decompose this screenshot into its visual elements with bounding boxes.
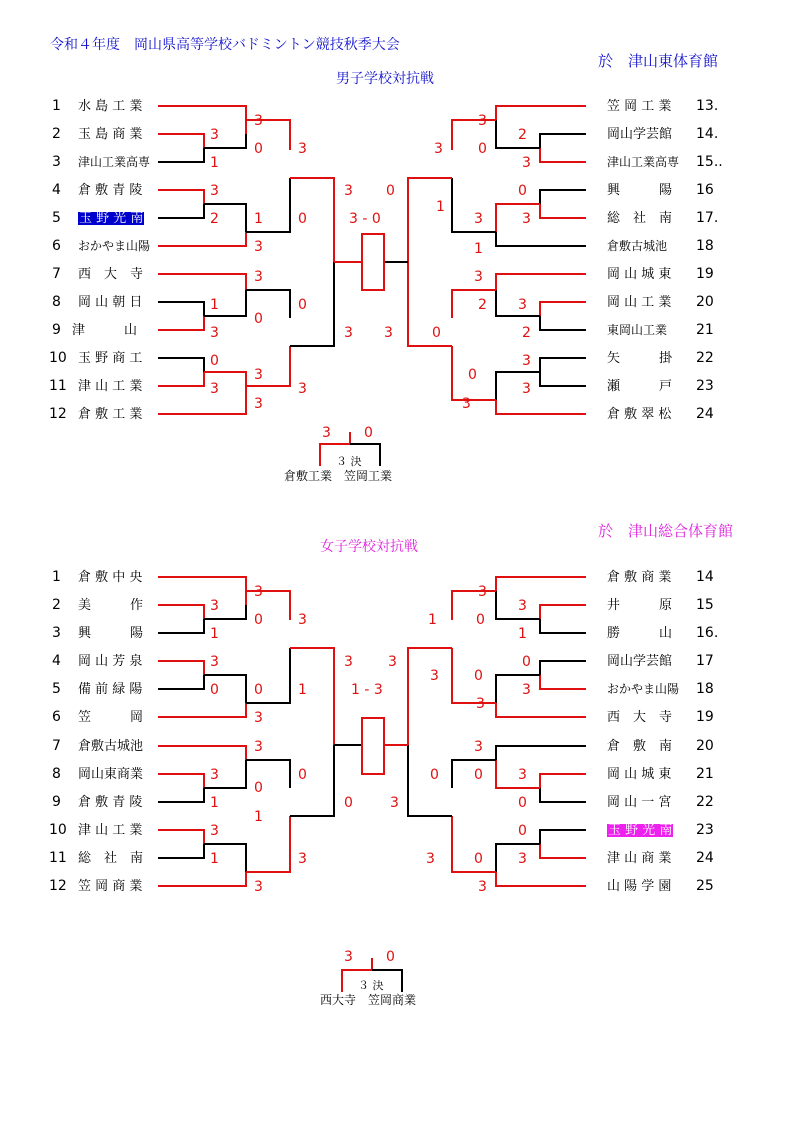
boys-left-num: 12 — [49, 406, 67, 422]
girls-third-label: ３ 決 — [358, 979, 384, 992]
boys-left-num: 7 — [52, 266, 61, 282]
score: 0 — [210, 353, 219, 369]
girls-left-num: 10 — [49, 822, 67, 838]
score: 0 — [254, 780, 263, 796]
boys-right-team: 東岡山工業 — [607, 323, 668, 337]
score: 0 — [522, 654, 531, 670]
boys-third-label: ３ 決 — [336, 455, 362, 468]
score: 0 — [518, 823, 527, 839]
boys-right-num: 18 — [696, 238, 714, 254]
boys-left-num: 2 — [52, 126, 61, 142]
girls-final-score: 1 - 3 — [351, 682, 383, 698]
boys-right-num: 20 — [696, 294, 714, 310]
girls-right-num: 24 — [696, 850, 714, 866]
score: 1 — [210, 795, 219, 811]
score: 0 — [254, 682, 263, 698]
boys-third-score-right: 0 — [364, 425, 373, 441]
girls-right-num: 14 — [696, 569, 714, 585]
score: 3 — [254, 396, 263, 412]
girls-right-num: 18 — [696, 681, 714, 697]
girls-left-team: 笠 岡 商 業 — [78, 879, 143, 894]
boys-left-team: 玉 野 商 工 — [78, 351, 143, 366]
girls-left-num: 9 — [52, 794, 61, 810]
score: 3 — [478, 584, 487, 600]
score: 1 — [428, 612, 437, 628]
score: 3 — [254, 113, 263, 129]
boys-event-title: 男子学校対抗戦 — [336, 71, 434, 87]
score: 3 — [254, 239, 263, 255]
girls-left-num: 6 — [52, 709, 61, 725]
boys-right-num: 23 — [696, 378, 714, 394]
score: 3 — [522, 682, 531, 698]
score: 2 — [210, 211, 219, 227]
boys-right-team: 倉敷古城池 — [607, 239, 668, 253]
score: 1 — [518, 626, 527, 642]
score: 3 — [390, 795, 399, 811]
girls-right-num: 21 — [696, 766, 714, 782]
score: 0 — [478, 141, 487, 157]
boys-left-num: 8 — [52, 294, 61, 310]
score: 1 — [210, 297, 219, 313]
girls-right-team: 津 山 商 業 — [607, 851, 672, 866]
boys-left-team: 水 島 工 業 — [78, 99, 143, 114]
boys-left-num: 11 — [49, 378, 67, 394]
boys-right-team: 笠 岡 工 業 — [607, 99, 672, 114]
score: 2 — [522, 325, 531, 341]
boys-right-num: 13. — [696, 98, 719, 114]
boys-right-team: 岡 山 工 業 — [607, 295, 672, 310]
girls-left-num: 1 — [52, 569, 61, 585]
score: 2 — [518, 127, 527, 143]
score: 3 — [210, 127, 219, 143]
score: 0 — [476, 612, 485, 628]
score: 3 — [254, 739, 263, 755]
girls-right-num: 19 — [696, 709, 714, 725]
score: 3 — [384, 325, 393, 341]
score: 1 — [210, 626, 219, 642]
score: 0 — [468, 367, 477, 383]
girls-left-team: 笠 岡 — [78, 710, 144, 725]
girls-right-team: 勝 山 — [607, 626, 673, 641]
girls-left-team: 総 社 南 — [78, 851, 144, 866]
girls-right-num: 25 — [696, 878, 714, 894]
boys-left-num: 1 — [52, 98, 61, 114]
girls-left-num: 4 — [52, 653, 61, 669]
girls-right-team: 岡 山 城 東 — [607, 767, 672, 782]
girls-right-num: 22 — [696, 794, 714, 810]
boys-right-num: 24 — [696, 406, 714, 422]
boys-right-num: 14. — [696, 126, 719, 142]
girls-third-teams: 西大寺 笠岡商業 — [320, 993, 417, 1007]
girls-right-team: 岡山学芸館 — [607, 654, 673, 669]
score: 3 — [518, 851, 527, 867]
boys-right-team: 津山工業高専 — [607, 155, 680, 169]
girls-right-team: 井 原 — [607, 598, 673, 613]
score: 0 — [254, 612, 263, 628]
girls-right-num: 17 — [696, 653, 714, 669]
girls-third-score-left: 3 — [344, 949, 353, 965]
score: 3 — [298, 141, 307, 157]
girls-right-team: 岡 山 一 宮 — [607, 795, 672, 810]
boys-left-team: 玉 島 商 業 — [78, 127, 143, 142]
score: 3 — [518, 598, 527, 614]
score: 0 — [386, 183, 395, 199]
score: 1 — [254, 809, 263, 825]
score: 0 — [474, 851, 483, 867]
boys-left-num: 6 — [52, 238, 61, 254]
score: 1 — [210, 155, 219, 171]
score: 0 — [254, 141, 263, 157]
score: 3 — [522, 353, 531, 369]
score: 1 — [254, 211, 263, 227]
girls-right-num: 15 — [696, 597, 714, 613]
score: 3 — [388, 654, 397, 670]
boys-left-num: 5 — [52, 210, 61, 226]
score: 3 — [474, 211, 483, 227]
girls-left-team: 倉 敷 中 央 — [78, 570, 143, 585]
score: 1 — [298, 682, 307, 698]
girls-left-num: 2 — [52, 597, 61, 613]
score: 3 — [478, 879, 487, 895]
score: 2 — [478, 297, 487, 313]
girls-venue: 於 津山総合体育館 — [598, 522, 734, 540]
girls-right-team: おかやま山陽 — [607, 682, 680, 696]
score: 3 — [430, 668, 439, 684]
girls-right-num: 16. — [696, 625, 719, 641]
girls-left-team: 備 前 緑 陽 — [78, 682, 143, 697]
tournament-title: 令和４年度 岡山県高等学校バドミントン競技秋季大会 — [50, 37, 400, 53]
boys-left-num: 10 — [49, 350, 67, 366]
score: 3 — [254, 367, 263, 383]
boys-left-num: 4 — [52, 182, 61, 198]
score: 3 — [210, 654, 219, 670]
girls-left-team: 津 山 工 業 — [78, 823, 143, 838]
score: 3 — [434, 141, 443, 157]
score: 3 — [298, 612, 307, 628]
score: 0 — [254, 311, 263, 327]
girls-left-num: 12 — [49, 878, 67, 894]
girls-left-team: 美 作 — [78, 598, 144, 613]
boys-right-team: 岡山学芸館 — [607, 127, 673, 142]
score: 3 — [298, 851, 307, 867]
score: 0 — [210, 682, 219, 698]
girls-right-team-highlighted: 玉 野 光 南 — [608, 823, 673, 838]
boys-right-team: 瀬 戸 — [607, 379, 673, 394]
score: 0 — [298, 211, 307, 227]
score: 3 — [254, 879, 263, 895]
girls-left-num: 8 — [52, 766, 61, 782]
boys-right-num: 21 — [696, 322, 714, 338]
girls-left-num: 5 — [52, 681, 61, 697]
boys-left-team: 倉 敷 青 陵 — [78, 183, 143, 198]
boys-right-team: 矢 掛 — [607, 351, 673, 366]
score: 3 — [462, 396, 471, 412]
girls-left-team: 倉敷古城池 — [78, 739, 144, 754]
score: 3 — [210, 823, 219, 839]
boys-right-num: 16 — [696, 182, 714, 198]
score: 0 — [432, 325, 441, 341]
score: 3 — [254, 584, 263, 600]
boys-left-num: 9 — [52, 322, 61, 338]
score: 0 — [298, 767, 307, 783]
girls-right-team: 山 陽 学 園 — [607, 879, 672, 894]
score: 3 — [254, 710, 263, 726]
boys-right-team: 倉 敷 翠 松 — [607, 407, 672, 422]
score: 3 — [210, 598, 219, 614]
score: 3 — [210, 767, 219, 783]
score: 3 — [522, 381, 531, 397]
score: 3 — [210, 183, 219, 199]
boys-right-num: 22 — [696, 350, 714, 366]
boys-venue: 於 津山東体育館 — [598, 52, 719, 70]
boys-right-num: 15.. — [696, 154, 723, 170]
score: 3 — [254, 269, 263, 285]
score: 3 — [474, 269, 483, 285]
boys-left-team: 津 山 工 業 — [78, 379, 143, 394]
girls-right-team: 倉 敷 商 業 — [607, 570, 672, 585]
girls-right-num: 23 — [696, 822, 714, 838]
score: 3 — [426, 851, 435, 867]
girls-right-num: 20 — [696, 738, 714, 754]
boys-left-num: 3 — [52, 154, 61, 170]
score: 0 — [518, 795, 527, 811]
boys-right-team: 岡 山 城 東 — [607, 267, 672, 282]
boys-left-team: おかやま山陽 — [78, 239, 151, 253]
boys-right-team: 総 社 南 — [607, 211, 673, 226]
score: 3 — [476, 696, 485, 712]
boys-left-team: 西 大 寺 — [78, 267, 144, 282]
girls-left-num: 3 — [52, 625, 61, 641]
score: 3 — [478, 113, 487, 129]
score: 1 — [474, 241, 483, 257]
boys-right-num: 19 — [696, 266, 714, 282]
score: 3 — [210, 325, 219, 341]
score: 1 — [436, 199, 445, 215]
boys-right-num: 17. — [696, 210, 719, 226]
girls-left-team: 岡 山 芳 泉 — [78, 654, 143, 669]
girls-right-team: 西 大 寺 — [607, 710, 673, 725]
score: 0 — [430, 767, 439, 783]
score: 3 — [344, 325, 353, 341]
boys-left-team: 津山工業高専 — [78, 155, 151, 169]
score: 3 — [298, 381, 307, 397]
boys-left-team: 倉 敷 工 業 — [78, 407, 143, 422]
score: 3 — [344, 654, 353, 670]
score: 3 — [518, 297, 527, 313]
score: 3 — [344, 183, 353, 199]
score: 3 — [522, 211, 531, 227]
score: 0 — [344, 795, 353, 811]
girls-left-num: 11 — [49, 850, 67, 866]
girls-left-num: 7 — [52, 738, 61, 754]
score: 0 — [474, 668, 483, 684]
girls-left-team: 興 陽 — [78, 626, 144, 641]
girls-event-title: 女子学校対抗戦 — [320, 539, 418, 555]
girls-right-team: 倉 敷 南 — [607, 739, 673, 754]
boys-left-team-highlighted: 玉 野 光 南 — [79, 211, 144, 226]
score: 3 — [518, 767, 527, 783]
boys-final-score: 3 - 0 — [349, 211, 381, 227]
score: 1 — [210, 851, 219, 867]
score: 0 — [474, 767, 483, 783]
boys-left-team: 岡 山 朝 日 — [78, 295, 143, 310]
boys-third-score-left: 3 — [322, 425, 331, 441]
score: 0 — [298, 297, 307, 313]
girls-left-team: 岡山東商業 — [78, 767, 144, 782]
boys-left-team: 津 山 — [72, 323, 138, 338]
score: 0 — [518, 183, 527, 199]
score: 3 — [210, 381, 219, 397]
score: 3 — [474, 739, 483, 755]
boys-third-teams: 倉敷工業 笠岡工業 — [284, 469, 393, 483]
girls-third-score-right: 0 — [386, 949, 395, 965]
score: 3 — [522, 155, 531, 171]
girls-left-team: 倉 敷 青 陵 — [78, 795, 143, 810]
boys-right-team: 興 陽 — [607, 183, 673, 198]
